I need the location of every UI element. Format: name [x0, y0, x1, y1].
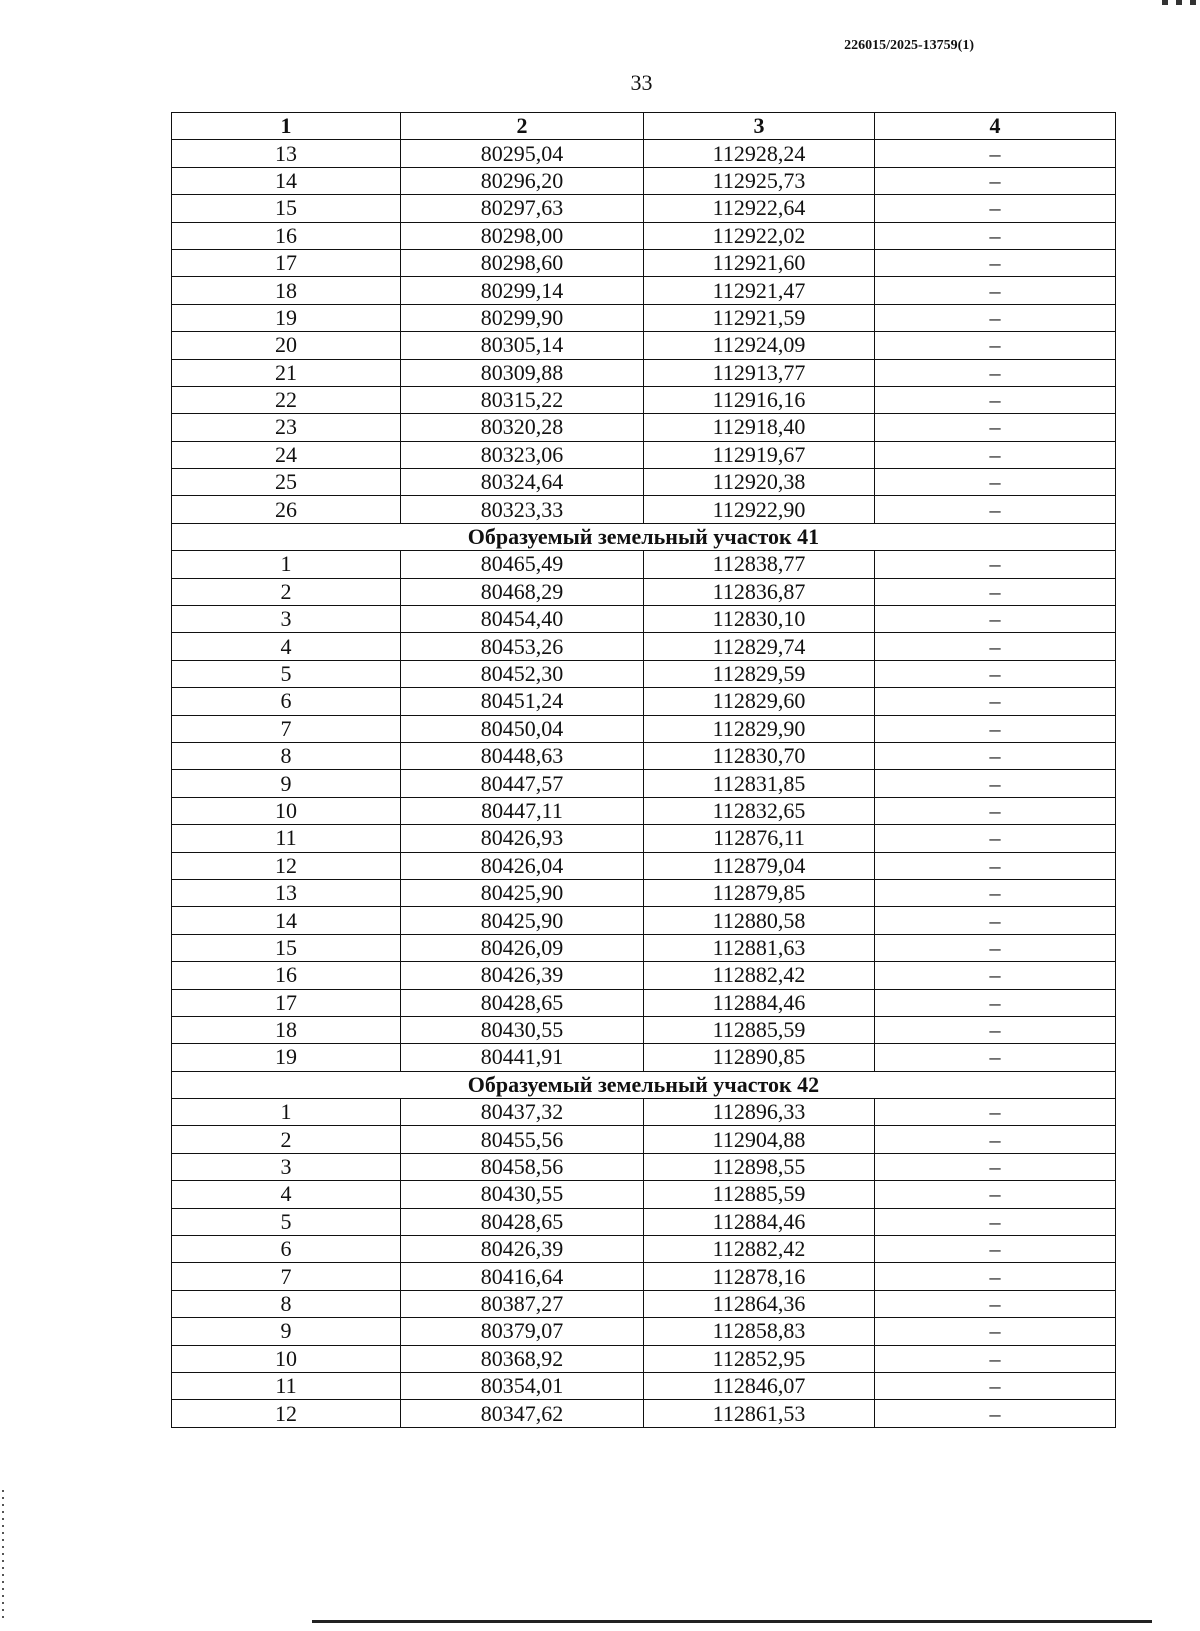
table-row [172, 770, 1116, 797]
point-number-cell: 23 [172, 414, 401, 441]
column-4-cell: – [875, 359, 1116, 386]
y-coordinate-cell: 112829,60 [644, 688, 875, 715]
x-coordinate-cell: 80298,00 [401, 222, 644, 249]
y-coordinate-cell: 112852,95 [644, 1345, 875, 1372]
table-row [172, 1208, 1116, 1235]
point-number-cell: 10 [172, 1345, 401, 1372]
y-coordinate-cell: 112921,59 [644, 304, 875, 331]
x-coordinate-cell: 80426,39 [401, 1236, 644, 1263]
x-coordinate-cell: 80416,64 [401, 1263, 644, 1290]
y-coordinate-cell: 112876,11 [644, 825, 875, 852]
x-coordinate-cell: 80347,62 [401, 1400, 644, 1427]
column-header: 3 [644, 113, 875, 140]
column-4-cell: – [875, 195, 1116, 222]
y-coordinate-cell: 112884,46 [644, 1208, 875, 1235]
y-coordinate-cell: 112882,42 [644, 1236, 875, 1263]
table-row [172, 1126, 1116, 1153]
table-row [172, 1099, 1116, 1126]
y-coordinate-cell: 112916,16 [644, 386, 875, 413]
x-coordinate-cell: 80426,93 [401, 825, 644, 852]
x-coordinate-cell: 80448,63 [401, 742, 644, 769]
y-coordinate-cell: 112924,09 [644, 332, 875, 359]
table-row [172, 660, 1116, 687]
point-number-cell: 1 [172, 551, 401, 578]
table-row [172, 222, 1116, 249]
point-number-cell: 24 [172, 441, 401, 468]
table-row [172, 332, 1116, 359]
column-4-cell: – [875, 1263, 1116, 1290]
x-coordinate-cell: 80451,24 [401, 688, 644, 715]
y-coordinate-cell: 112831,85 [644, 770, 875, 797]
y-coordinate-cell: 112904,88 [644, 1126, 875, 1153]
column-4-cell: – [875, 660, 1116, 687]
x-coordinate-cell: 80354,01 [401, 1372, 644, 1399]
x-coordinate-cell: 80430,55 [401, 1181, 644, 1208]
column-4-cell: – [875, 1181, 1116, 1208]
column-4-cell: – [875, 633, 1116, 660]
table-row [172, 1236, 1116, 1263]
x-coordinate-cell: 80447,11 [401, 797, 644, 824]
y-coordinate-cell: 112879,04 [644, 852, 875, 879]
table-row [172, 715, 1116, 742]
x-coordinate-cell: 80295,04 [401, 140, 644, 167]
x-coordinate-cell: 80299,14 [401, 277, 644, 304]
x-coordinate-cell: 80453,26 [401, 633, 644, 660]
page-number: 33 [630, 70, 653, 95]
table-row [172, 195, 1116, 222]
y-coordinate-cell: 112921,47 [644, 277, 875, 304]
column-header: 4 [875, 113, 1116, 140]
point-number-cell: 19 [172, 304, 401, 331]
y-coordinate-cell: 112925,73 [644, 167, 875, 194]
point-number-cell: 3 [172, 606, 401, 633]
column-4-cell: – [875, 742, 1116, 769]
section-title-row [172, 523, 1116, 550]
x-coordinate-cell: 80437,32 [401, 1099, 644, 1126]
y-coordinate-cell: 112896,33 [644, 1099, 875, 1126]
point-number-cell: 14 [172, 907, 401, 934]
x-coordinate-cell: 80305,14 [401, 332, 644, 359]
point-number-cell: 22 [172, 386, 401, 413]
x-coordinate-cell: 80455,56 [401, 1126, 644, 1153]
y-coordinate-cell: 112920,38 [644, 469, 875, 496]
point-number-cell: 5 [172, 660, 401, 687]
point-number-cell: 6 [172, 688, 401, 715]
table-row [172, 167, 1116, 194]
x-coordinate-cell: 80441,91 [401, 1044, 644, 1071]
scan-edge-marks [2, 1490, 4, 1620]
x-coordinate-cell: 80426,04 [401, 852, 644, 879]
column-4-cell: – [875, 879, 1116, 906]
y-coordinate-cell: 112880,58 [644, 907, 875, 934]
section-title-row [172, 1071, 1116, 1098]
column-4-cell: – [875, 989, 1116, 1016]
point-number-cell: 8 [172, 1290, 401, 1317]
column-4-cell: – [875, 907, 1116, 934]
y-coordinate-cell: 112832,65 [644, 797, 875, 824]
y-coordinate-cell: 112879,85 [644, 879, 875, 906]
column-4-cell: – [875, 222, 1116, 249]
point-number-cell: 2 [172, 1126, 401, 1153]
table-row [172, 1290, 1116, 1317]
column-4-cell: – [875, 770, 1116, 797]
column-4-cell: – [875, 496, 1116, 523]
y-coordinate-cell: 112885,59 [644, 1016, 875, 1043]
point-number-cell: 2 [172, 578, 401, 605]
column-4-cell: – [875, 962, 1116, 989]
table-row [172, 1263, 1116, 1290]
column-4-cell: – [875, 1016, 1116, 1043]
point-number-cell: 17 [172, 989, 401, 1016]
y-coordinate-cell: 112830,70 [644, 742, 875, 769]
point-number-cell: 13 [172, 879, 401, 906]
point-number-cell: 3 [172, 1153, 401, 1180]
column-4-cell: – [875, 167, 1116, 194]
y-coordinate-cell: 112864,36 [644, 1290, 875, 1317]
column-4-cell: – [875, 1318, 1116, 1345]
column-4-cell: – [875, 386, 1116, 413]
point-number-cell: 26 [172, 496, 401, 523]
table-row [172, 1400, 1116, 1427]
column-header: 1 [172, 113, 401, 140]
table-row [172, 1016, 1116, 1043]
table-row [172, 879, 1116, 906]
x-coordinate-cell: 80450,04 [401, 715, 644, 742]
table-row [172, 551, 1116, 578]
point-number-cell: 12 [172, 1400, 401, 1427]
point-number-cell: 11 [172, 1372, 401, 1399]
table-row [172, 797, 1116, 824]
point-number-cell: 7 [172, 1263, 401, 1290]
y-coordinate-cell: 112898,55 [644, 1153, 875, 1180]
point-number-cell: 5 [172, 1208, 401, 1235]
column-4-cell: – [875, 852, 1116, 879]
column-4-cell: – [875, 797, 1116, 824]
column-4-cell: – [875, 249, 1116, 276]
table-row [172, 578, 1116, 605]
column-4-cell: – [875, 441, 1116, 468]
point-number-cell: 9 [172, 1318, 401, 1345]
point-number-cell: 4 [172, 1181, 401, 1208]
column-4-cell: – [875, 1044, 1116, 1071]
table-row [172, 1318, 1116, 1345]
point-number-cell: 10 [172, 797, 401, 824]
column-4-cell: – [875, 715, 1116, 742]
table-row [172, 304, 1116, 331]
section-title: Образуемый земельный участок 41 [172, 523, 1116, 550]
point-number-cell: 18 [172, 1016, 401, 1043]
x-coordinate-cell: 80298,60 [401, 249, 644, 276]
x-coordinate-cell: 80323,33 [401, 496, 644, 523]
column-4-cell: – [875, 1290, 1116, 1317]
column-4-cell: – [875, 414, 1116, 441]
column-4-cell: – [875, 1153, 1116, 1180]
point-number-cell: 25 [172, 469, 401, 496]
table-header-row [172, 113, 1116, 140]
table-row [172, 1153, 1116, 1180]
column-4-cell: – [875, 551, 1116, 578]
x-coordinate-cell: 80315,22 [401, 386, 644, 413]
table-row [172, 962, 1116, 989]
x-coordinate-cell: 80428,65 [401, 1208, 644, 1235]
y-coordinate-cell: 112829,90 [644, 715, 875, 742]
x-coordinate-cell: 80425,90 [401, 907, 644, 934]
point-number-cell: 17 [172, 249, 401, 276]
table-row [172, 277, 1116, 304]
y-coordinate-cell: 112919,67 [644, 441, 875, 468]
table-row [172, 441, 1116, 468]
y-coordinate-cell: 112922,02 [644, 222, 875, 249]
table-row [172, 825, 1116, 852]
point-number-cell: 9 [172, 770, 401, 797]
table-row [172, 469, 1116, 496]
x-coordinate-cell: 80465,49 [401, 551, 644, 578]
point-number-cell: 15 [172, 934, 401, 961]
y-coordinate-cell: 112890,85 [644, 1044, 875, 1071]
point-number-cell: 13 [172, 140, 401, 167]
column-4-cell: – [875, 1208, 1116, 1235]
point-number-cell: 20 [172, 332, 401, 359]
column-4-cell: – [875, 469, 1116, 496]
x-coordinate-cell: 80309,88 [401, 359, 644, 386]
table-row [172, 852, 1116, 879]
table-row [172, 1044, 1116, 1071]
table-row [172, 1345, 1116, 1372]
point-number-cell: 7 [172, 715, 401, 742]
point-number-cell: 6 [172, 1236, 401, 1263]
point-number-cell: 11 [172, 825, 401, 852]
table-row [172, 688, 1116, 715]
section-title: Образуемый земельный участок 42 [172, 1071, 1116, 1098]
x-coordinate-cell: 80458,56 [401, 1153, 644, 1180]
column-header: 2 [401, 113, 644, 140]
column-4-cell: – [875, 606, 1116, 633]
x-coordinate-cell: 80324,64 [401, 469, 644, 496]
table-row [172, 934, 1116, 961]
point-number-cell: 8 [172, 742, 401, 769]
y-coordinate-cell: 112829,74 [644, 633, 875, 660]
y-coordinate-cell: 112885,59 [644, 1181, 875, 1208]
table-row [172, 249, 1116, 276]
point-number-cell: 12 [172, 852, 401, 879]
column-4-cell: – [875, 825, 1116, 852]
column-4-cell: – [875, 1400, 1116, 1427]
x-coordinate-cell: 80430,55 [401, 1016, 644, 1043]
x-coordinate-cell: 80320,28 [401, 414, 644, 441]
x-coordinate-cell: 80426,39 [401, 962, 644, 989]
column-4-cell: – [875, 1099, 1116, 1126]
point-number-cell: 4 [172, 633, 401, 660]
y-coordinate-cell: 112922,64 [644, 195, 875, 222]
point-number-cell: 16 [172, 962, 401, 989]
y-coordinate-cell: 112884,46 [644, 989, 875, 1016]
point-number-cell: 16 [172, 222, 401, 249]
table-row [172, 1372, 1116, 1399]
x-coordinate-cell: 80468,29 [401, 578, 644, 605]
table-row [172, 907, 1116, 934]
x-coordinate-cell: 80428,65 [401, 989, 644, 1016]
y-coordinate-cell: 112838,77 [644, 551, 875, 578]
y-coordinate-cell: 112918,40 [644, 414, 875, 441]
y-coordinate-cell: 112858,83 [644, 1318, 875, 1345]
y-coordinate-cell: 112846,07 [644, 1372, 875, 1399]
column-4-cell: – [875, 1372, 1116, 1399]
point-number-cell: 14 [172, 167, 401, 194]
table-row [172, 742, 1116, 769]
column-4-cell: – [875, 304, 1116, 331]
x-coordinate-cell: 80296,20 [401, 167, 644, 194]
document-id: 226015/2025-13759(1) [844, 38, 974, 53]
x-coordinate-cell: 80425,90 [401, 879, 644, 906]
point-number-cell: 21 [172, 359, 401, 386]
x-coordinate-cell: 80368,92 [401, 1345, 644, 1372]
x-coordinate-cell: 80323,06 [401, 441, 644, 468]
point-number-cell: 15 [172, 195, 401, 222]
coordinates-table [171, 112, 1116, 1428]
column-4-cell: – [875, 1345, 1116, 1372]
column-4-cell: – [875, 1236, 1116, 1263]
y-coordinate-cell: 112881,63 [644, 934, 875, 961]
x-coordinate-cell: 80454,40 [401, 606, 644, 633]
table-row [172, 1181, 1116, 1208]
x-coordinate-cell: 80447,57 [401, 770, 644, 797]
table-row [172, 496, 1116, 523]
y-coordinate-cell: 112878,16 [644, 1263, 875, 1290]
x-coordinate-cell: 80379,07 [401, 1318, 644, 1345]
x-coordinate-cell: 80426,09 [401, 934, 644, 961]
y-coordinate-cell: 112913,77 [644, 359, 875, 386]
point-number-cell: 19 [172, 1044, 401, 1071]
scan-corner-mark [1162, 0, 1200, 5]
y-coordinate-cell: 112928,24 [644, 140, 875, 167]
y-coordinate-cell: 112921,60 [644, 249, 875, 276]
y-coordinate-cell: 112861,53 [644, 1400, 875, 1427]
table-row [172, 386, 1116, 413]
y-coordinate-cell: 112829,59 [644, 660, 875, 687]
column-4-cell: – [875, 578, 1116, 605]
bottom-rule [312, 1620, 1152, 1623]
x-coordinate-cell: 80452,30 [401, 660, 644, 687]
table-row [172, 140, 1116, 167]
y-coordinate-cell: 112836,87 [644, 578, 875, 605]
y-coordinate-cell: 112882,42 [644, 962, 875, 989]
column-4-cell: – [875, 332, 1116, 359]
table-row [172, 989, 1116, 1016]
table-body [172, 140, 1116, 1427]
y-coordinate-cell: 112922,90 [644, 496, 875, 523]
point-number-cell: 1 [172, 1099, 401, 1126]
table-row [172, 414, 1116, 441]
column-4-cell: – [875, 688, 1116, 715]
x-coordinate-cell: 80299,90 [401, 304, 644, 331]
x-coordinate-cell: 80387,27 [401, 1290, 644, 1317]
column-4-cell: – [875, 140, 1116, 167]
y-coordinate-cell: 112830,10 [644, 606, 875, 633]
column-4-cell: – [875, 934, 1116, 961]
x-coordinate-cell: 80297,63 [401, 195, 644, 222]
table-row [172, 633, 1116, 660]
table-row [172, 606, 1116, 633]
table-row [172, 359, 1116, 386]
column-4-cell: – [875, 277, 1116, 304]
point-number-cell: 18 [172, 277, 401, 304]
column-4-cell: – [875, 1126, 1116, 1153]
